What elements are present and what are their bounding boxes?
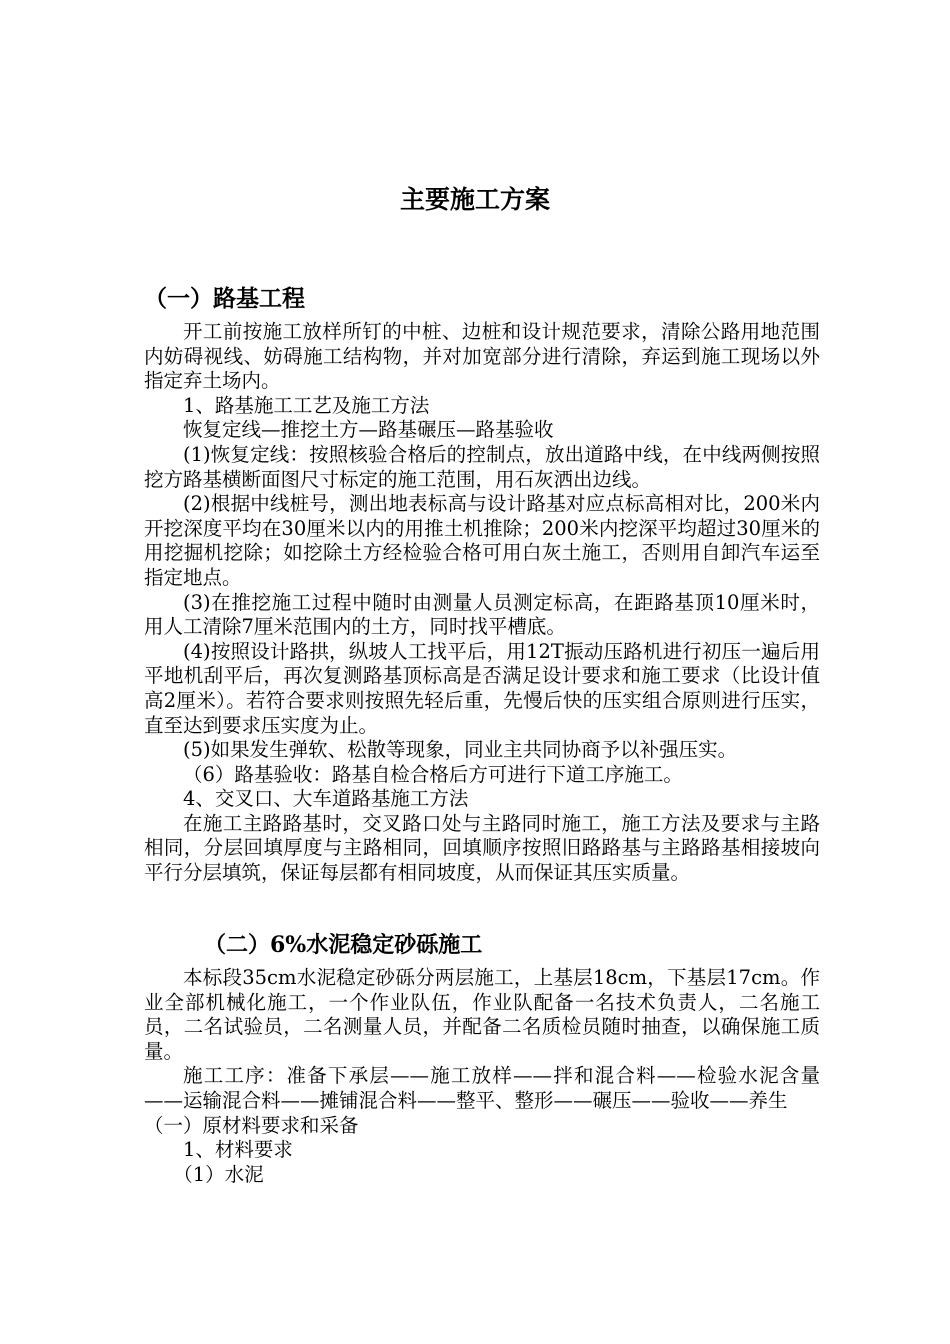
paragraph: 1、路基施工工艺及施工方法 [183, 393, 430, 417]
paragraph: 在施工主路路基时，交叉路口处与主路同时施工，施工方法及要求与主路相同，分层回填厚度与主路相同，回填顺序按照旧路路基与主路路基相接坡向平行分层填筑，保证每层都有相同坡度，从而保证其压实质量。 [144, 811, 820, 885]
paragraph: （6）路基验收：路基自检合格后方可进行下道工序施工。 [183, 762, 683, 786]
paragraph: 开工前按施工放样所钉的中桩、边桩和设计规范要求，清除公路用地范围内妨碍视线、妨碍施工结构物，并对加宽部分进行清除，弃运到施工现场以外指定弃土场内。 [144, 320, 820, 393]
section-body-roadbed [144, 320, 820, 886]
paragraph: 1、材料要求 [183, 1138, 293, 1162]
paragraph: (1)恢复定线：按照核验合格后的控制点，放出道路中线，在中线两侧按照挖方路基横断面图尺寸标定的施工范围，用石灰洒出边线。 [144, 442, 820, 491]
paragraph: (3)在推挖施工过程中随时由测量人员测定标高，在距路基顶10厘米时，用人工清除7厘米范围内的土方，同时找平槽底。 [144, 590, 820, 639]
paragraph: 施工工序：准备下承层——施工放样——拌和混合料——检验水泥含量——运输混合料——摊铺混合料——整平、整形——碾压——验收——养生 [144, 1064, 820, 1112]
paragraph: (5)如果发生弹软、松散等现象，同业主共同协商予以补强压实。 [183, 738, 738, 762]
paragraph: (2)根据中线桩号，测出地表标高与设计路基对应点标高相对比，200米内开挖深度平均在30厘米以内的用推土机推除；200米内挖深平均超过30厘米的用挖掘机挖除；如挖除土方经检验合格可用白灰土施工，否则用自卸汽车运至指定地点。 [144, 492, 820, 589]
document-title: 主要施工方案 [399, 185, 550, 214]
paragraph: (4)按照设计路拱，纵坡人工找平后，用12T振动压路机进行初压一遍后用平地机刮平后，再次复测路基顶标高是否满足设计要求和施工要求（比设计值高2厘米）。若符合要求则按照先轻后重，先慢后快的压实组合原则进行压实，直至达到要求压实度为止。 [144, 639, 820, 737]
paragraph: （1）水泥 [173, 1162, 264, 1186]
paragraph: 本标段35cm水泥稳定砂砾分两层施工，上基层18cm，下基层17cm。作业全部机械化施工，一个作业队伍，作业队配备一名技术负责人，二名施工员，二名试验员，二名测量人员，并配备二名质检员随时抽查，以确保施工质量。 [144, 966, 820, 1063]
paragraph: 恢复定线—推挖土方—路基碾压—路基验收 [183, 418, 554, 442]
paragraph: 4、交叉口、大车道路基施工方法 [183, 787, 469, 811]
section-body-cement-gravel [144, 966, 820, 1187]
section-heading-cement-gravel: （二）6%水泥稳定砂砾施工 [204, 932, 483, 958]
subsection-heading: （一）原材料要求和采备 [144, 1113, 359, 1137]
section-heading-roadbed: （一）路基工程 [144, 285, 305, 312]
